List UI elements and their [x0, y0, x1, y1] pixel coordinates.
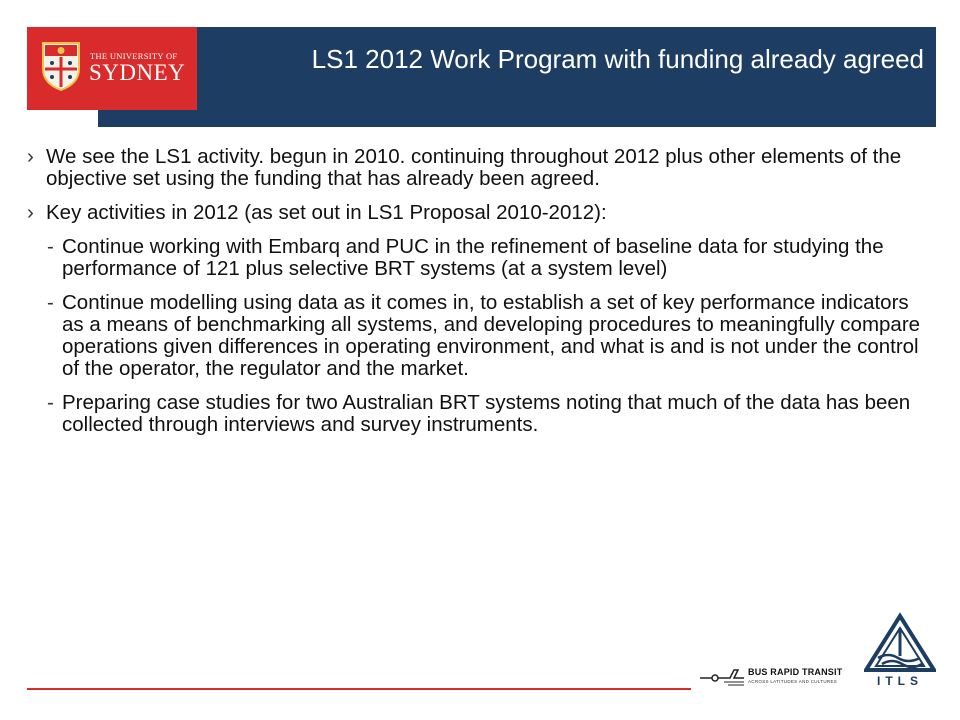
itls-triangle-icon: [864, 612, 936, 674]
sub-bullet-item: [27, 392, 927, 436]
bullet-marker: ›: [27, 145, 34, 168]
bullet-item: [27, 146, 927, 190]
sub-bullet-item: [27, 236, 927, 280]
logo-line2: SYDNEY: [89, 60, 186, 85]
logo-line1: THE UNIVERSITY OF: [90, 51, 178, 61]
slide-title: LS1 2012 Work Program with funding already agreed: [311, 44, 924, 74]
brt-subtitle: ACROSS LATITUDES AND CULTURES: [748, 679, 838, 684]
brt-title: BUS RAPID TRANSIT: [748, 667, 843, 677]
header-band: [98, 27, 936, 127]
bullet-text: We see the LS1 activity. begun in 2010. continuing throughout 2012 plus other elements of the objective set using the funding that has already been agreed.: [46, 145, 902, 190]
sub-bullet-text: Continue working with Embarq and PUC in the refinement of baseline data for studying the performance of 121 plus selective BRT systems (at a system level): [62, 235, 884, 280]
bullet-marker: ›: [27, 201, 34, 224]
sub-bullet-item: [27, 292, 927, 380]
footer-divider: [27, 688, 691, 690]
sub-bullet-text: Continue modelling using data as it comes in, to establish a set of key performance indicators as a means of benchmarking all systems, and developing procedures to meaningfully compare operations given differences in operating environment, and what is and is not under the control of the operator, the regulator and the market.: [62, 291, 921, 380]
bullet-item: [27, 202, 927, 224]
itls-label: ITLS: [877, 674, 923, 688]
itls-logo: [864, 612, 936, 692]
bus-wing-icon: [700, 664, 746, 690]
sub-bullet-marker: -: [47, 235, 54, 258]
bullet-list: [27, 146, 927, 448]
brt-logo: [700, 664, 860, 690]
sub-bullet-marker: -: [47, 291, 54, 314]
university-crest-icon: [41, 41, 81, 91]
sub-bullet-marker: -: [47, 391, 54, 414]
sub-bullet-text: Preparing case studies for two Australian BRT systems noting that much of the data has been collected through interviews and survey instruments.: [62, 391, 911, 436]
university-logo: [27, 27, 197, 110]
bullet-text: Key activities in 2012 (as set out in LS1 Proposal 2010-2012):: [46, 201, 607, 224]
